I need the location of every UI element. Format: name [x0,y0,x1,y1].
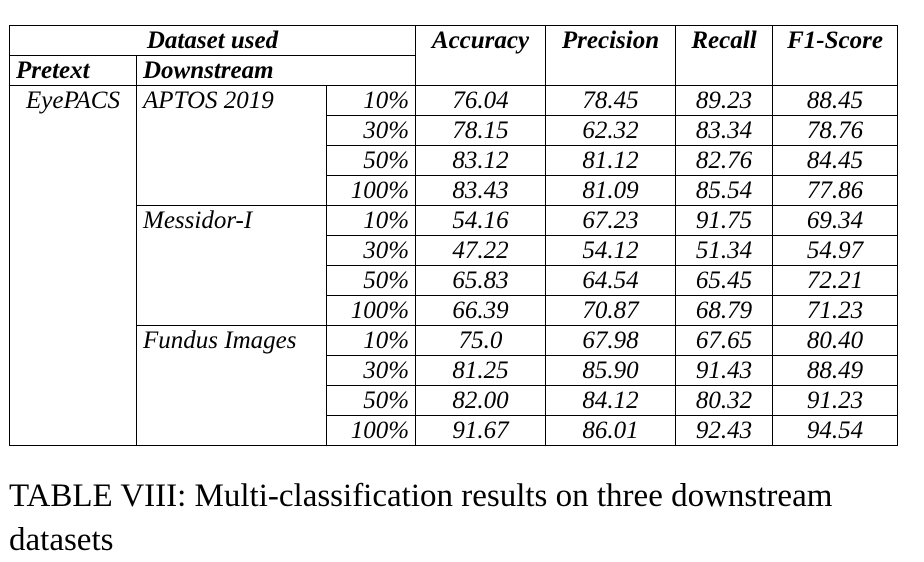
accuracy-cell: 76.04 [416,86,546,116]
recall-cell: 92.43 [676,416,773,446]
precision-cell: 54.12 [546,236,676,266]
recall-cell: 68.79 [676,296,773,326]
recall-cell: 91.75 [676,206,773,236]
accuracy-cell: 83.43 [416,176,546,206]
percentage-cell: 10% [327,86,416,116]
percentage-cell: 100% [327,296,416,326]
precision-cell: 67.23 [546,206,676,236]
header-recall: Recall [676,26,773,86]
precision-cell: 62.32 [546,116,676,146]
precision-cell: 84.12 [546,386,676,416]
accuracy-cell: 47.22 [416,236,546,266]
accuracy-cell: 91.67 [416,416,546,446]
table-row [10,326,898,356]
recall-cell: 82.76 [676,146,773,176]
f1-score-cell: 88.49 [773,356,898,386]
recall-cell: 91.43 [676,356,773,386]
precision-cell: 86.01 [546,416,676,446]
accuracy-cell: 65.83 [416,266,546,296]
accuracy-cell: 81.25 [416,356,546,386]
precision-cell: 85.90 [546,356,676,386]
header-pretext: Pretext [10,56,137,86]
percentage-cell: 100% [327,416,416,446]
header-f1-score: F1-Score [773,26,898,86]
header-row-1 [10,26,898,56]
recall-cell: 89.23 [676,86,773,116]
accuracy-cell: 75.0 [416,326,546,356]
accuracy-cell: 78.15 [416,116,546,146]
percentage-cell: 10% [327,326,416,356]
table-body [10,86,898,446]
percentage-cell: 30% [327,116,416,146]
downstream-cell: APTOS 2019 [137,86,327,206]
recall-cell: 85.54 [676,176,773,206]
recall-cell: 67.65 [676,326,773,356]
precision-cell: 81.09 [546,176,676,206]
recall-cell: 83.34 [676,116,773,146]
f1-score-cell: 54.97 [773,236,898,266]
precision-cell: 64.54 [546,266,676,296]
recall-cell: 65.45 [676,266,773,296]
f1-score-cell: 77.86 [773,176,898,206]
percentage-cell: 50% [327,266,416,296]
table-row [10,86,898,116]
percentage-cell: 10% [327,206,416,236]
header-accuracy: Accuracy [416,26,546,86]
results-table [9,25,898,446]
f1-score-cell: 71.23 [773,296,898,326]
downstream-cell: Messidor-I [137,206,327,326]
percentage-cell: 50% [327,386,416,416]
table-header [10,26,898,86]
percentage-cell: 100% [327,176,416,206]
percentage-cell: 50% [327,146,416,176]
pretext-cell: EyePACS [10,86,137,446]
header-downstream: Downstream [137,56,416,86]
recall-cell: 51.34 [676,236,773,266]
f1-score-cell: 88.45 [773,86,898,116]
recall-cell: 80.32 [676,386,773,416]
precision-cell: 81.12 [546,146,676,176]
downstream-cell: Fundus Images [137,326,327,446]
header-dataset-used: Dataset used [10,26,416,56]
precision-cell: 70.87 [546,296,676,326]
table-row [10,206,898,236]
f1-score-cell: 78.76 [773,116,898,146]
header-precision: Precision [546,26,676,86]
f1-score-cell: 69.34 [773,206,898,236]
percentage-cell: 30% [327,236,416,266]
accuracy-cell: 82.00 [416,386,546,416]
f1-score-cell: 72.21 [773,266,898,296]
precision-cell: 78.45 [546,86,676,116]
precision-cell: 67.98 [546,326,676,356]
accuracy-cell: 54.16 [416,206,546,236]
f1-score-cell: 80.40 [773,326,898,356]
f1-score-cell: 84.45 [773,146,898,176]
f1-score-cell: 91.23 [773,386,898,416]
percentage-cell: 30% [327,356,416,386]
f1-score-cell: 94.54 [773,416,898,446]
accuracy-cell: 66.39 [416,296,546,326]
accuracy-cell: 83.12 [416,146,546,176]
table-caption: TABLE VIII: Multi-classification results on three downstream datasets [9,478,833,558]
